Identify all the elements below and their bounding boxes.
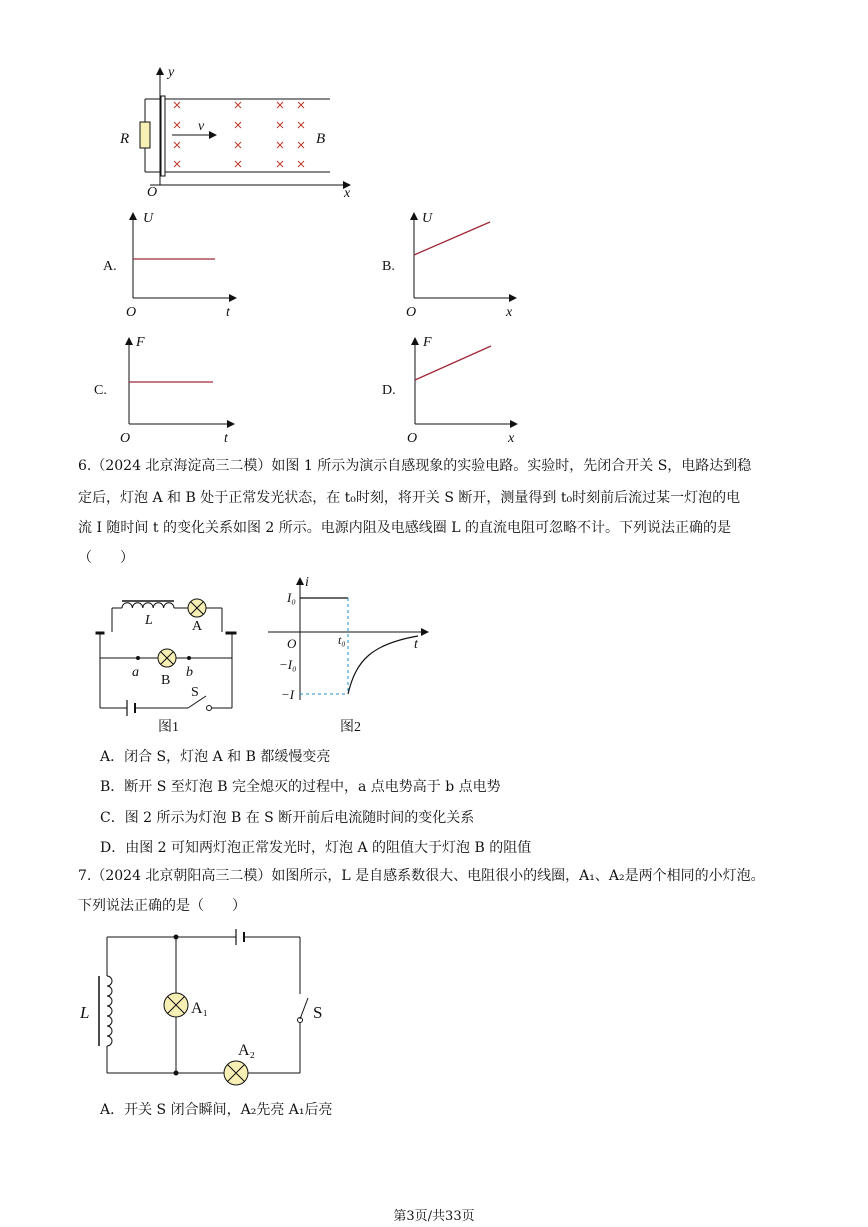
q6-stem-line-2: 定后，灯泡 A 和 B 处于正常发光状态，在 t₀时刻，将开关 S 断开，测量得到 t₀时刻前后流过某一灯泡的电: [78, 490, 741, 506]
svg-text:a: a: [132, 665, 139, 680]
q7-option-a[interactable]: A．开关 S 闭合瞬间，A₂先亮 A₁后亮: [100, 1102, 333, 1118]
q6-option-b[interactable]: B．断开 S 至灯泡 B 完全熄灭的过程中，a 点电势高于 b 点电势: [100, 779, 501, 795]
resistor-label: R: [120, 131, 130, 147]
svg-text:−I₀: −I₀: [279, 657, 297, 672]
svg-text:A₂: A₂: [238, 1042, 256, 1059]
q7-stem-line-1: 7.（2024 北京朝阳高三二模）如图所示，L 是自感系数很大、电阻很小的线圈，A₁、A₂是两个相同的小灯泡。: [78, 868, 765, 884]
svg-text:L: L: [145, 613, 153, 628]
svg-text:A.: A.: [103, 259, 117, 274]
svg-text:S: S: [191, 685, 199, 700]
svg-text:I₀: I₀: [287, 590, 296, 605]
svg-text:S: S: [313, 1003, 323, 1022]
svg-text:F: F: [423, 335, 432, 350]
svg-text:x: x: [506, 305, 513, 320]
figure-1-caption: 图1: [158, 720, 179, 735]
svg-text:O: O: [406, 305, 417, 320]
q7-inductor-coil: [107, 976, 112, 1046]
svg-text:F: F: [136, 335, 145, 350]
svg-text:U: U: [422, 211, 433, 226]
svg-text:t: t: [226, 305, 230, 320]
q6-option-c[interactable]: C．图 2 所示为灯泡 B 在 S 断开前后电流随时间的变化关系: [100, 810, 475, 826]
figure-2-caption: 图2: [340, 720, 361, 735]
svg-text:O: O: [126, 305, 137, 320]
svg-text:U: U: [143, 211, 154, 226]
q6-option-d[interactable]: D．由图 2 可知两灯泡正常发光时，灯泡 A 的阻值大于灯泡 B 的阻值: [100, 840, 532, 856]
svg-text:i: i: [305, 575, 309, 590]
y-axis-label: y: [168, 65, 175, 80]
x-axis-label: x: [344, 186, 351, 200]
velocity-label: v: [198, 119, 205, 134]
svg-text:A: A: [192, 619, 203, 634]
svg-text:O: O: [287, 636, 297, 651]
svg-text:t: t: [414, 637, 418, 652]
q6-stem-line-1: 6.（2024 北京海淀高三二模）如图 1 所示为演示自感现象的实验电路。实验时，先闭合开关 S，电路达到稳: [78, 458, 752, 474]
svg-text:B.: B.: [382, 259, 395, 274]
page-footer: 第3页/共33页: [393, 1209, 475, 1224]
svg-text:A₁: A₁: [191, 1000, 209, 1017]
svg-text:t: t: [224, 431, 228, 446]
svg-text:t₀: t₀: [338, 633, 346, 647]
q6-stem-line-3: 流 I 随时间 t 的变化关系如图 2 所示。电源内阻及电感线圈 L 的直流电阻可忽略不计。下列说法正确的是: [78, 520, 731, 536]
origin-label: O: [147, 185, 158, 200]
svg-text:C.: C.: [94, 383, 107, 398]
q7-stem-line-2: 下列说法正确的是（ ）: [78, 898, 246, 914]
lamp-a1: [164, 993, 188, 1017]
svg-text:−I: −I: [281, 687, 295, 702]
svg-text:O: O: [120, 431, 131, 446]
lamp-a2: [224, 1061, 248, 1085]
svg-text:O: O: [407, 431, 418, 446]
svg-text:D.: D.: [382, 383, 396, 398]
svg-text:B: B: [161, 673, 171, 688]
q6-answer-blank: （ ）: [78, 550, 134, 566]
svg-text:L: L: [80, 1003, 90, 1022]
field-label: B: [316, 131, 326, 147]
svg-text:x: x: [508, 431, 515, 446]
q6-option-a[interactable]: A．闭合 S，灯泡 A 和 B 都缓慢变亮: [100, 749, 331, 765]
svg-text:b: b: [186, 665, 193, 680]
